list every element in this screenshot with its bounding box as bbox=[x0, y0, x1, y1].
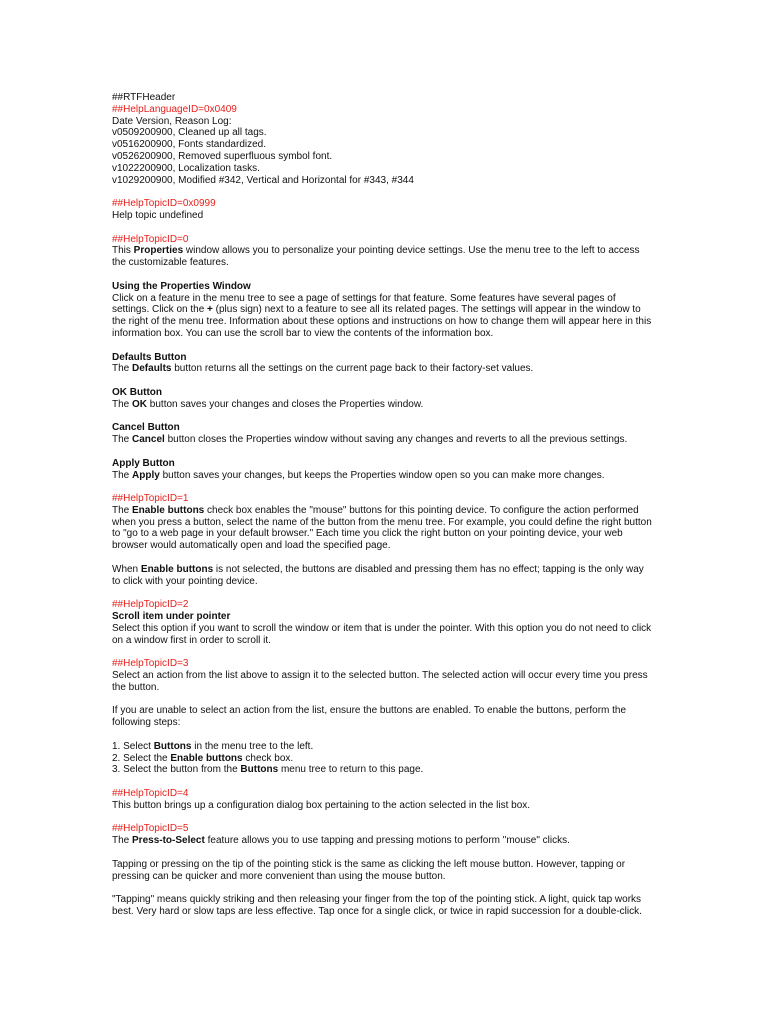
help-topic-id: ##HelpTopicID=0 bbox=[112, 233, 189, 245]
help-language-id: ##HelpLanguageID=0x0409 bbox=[112, 103, 237, 115]
section-heading: Defaults Button bbox=[112, 351, 187, 363]
paragraph-line: on a window first in order to scroll it. bbox=[112, 634, 271, 646]
section-heading: Cancel Button bbox=[112, 422, 180, 434]
paragraph-line: pressing can be quicker and more convenient than using the mouse button. bbox=[112, 870, 446, 882]
paragraph-line: browser would automatically open and load the specified page. bbox=[112, 540, 391, 552]
paragraph-line: The Press-to-Select feature allows you to use tapping and pressing motions to perform "mouse" clicks. bbox=[112, 835, 570, 847]
help-topic-id: ##HelpTopicID=5 bbox=[112, 823, 189, 835]
rtf-header: ##RTFHeader bbox=[112, 92, 176, 103]
log-entry: v1029200900, Modified #342, Vertical and Horizontal for #343, #344 bbox=[112, 174, 414, 186]
paragraph-line: When Enable buttons is not selected, the buttons are disabled and pressing them has no effect; tapping is the only way bbox=[112, 563, 644, 575]
step-item: 2. Select the Enable buttons check box. bbox=[112, 752, 294, 764]
help-topic-id: ##HelpTopicID=2 bbox=[112, 599, 189, 611]
paragraph-line: If you are unable to select an action from the list, ensure the buttons are enabled. To enable the buttons, perform the bbox=[112, 705, 627, 717]
paragraph-line: to click with your pointing device. bbox=[112, 575, 258, 587]
log-entry: v0526200900, Removed superfluous symbol font. bbox=[112, 150, 333, 162]
document-body bbox=[112, 92, 662, 918]
paragraph-line: Select this option if you want to scroll the window or item that is under the pointer. With this option you do not need to click bbox=[112, 622, 652, 634]
paragraph-line: Select an action from the list above to assign it to the selected button. The selected action will occur every time you press bbox=[112, 670, 648, 682]
intro-line: This Properties window allows you to personalize your pointing device settings. Use the menu tree to the left to access bbox=[112, 245, 640, 257]
paragraph-line: following steps: bbox=[112, 717, 181, 729]
log-entry: v0516200900, Fonts standardized. bbox=[112, 139, 266, 151]
section-heading: Scroll item under pointer bbox=[112, 611, 231, 623]
paragraph-line: Click on a feature in the menu tree to see a page of settings for that feature. Some features have several pages of bbox=[112, 292, 616, 304]
paragraph-line: when you press a button, select the name of the button from the menu tree. For example, you could define the right button bbox=[112, 516, 652, 528]
paragraph-line: best. Very hard or slow taps are less effective. Tap once for a single click, or twice in rapid succession for a double-click. bbox=[112, 905, 642, 917]
help-topic-id: ##HelpTopicID=1 bbox=[112, 493, 189, 505]
help-topic-id: ##HelpTopicID=4 bbox=[112, 788, 189, 800]
paragraph-line: The Cancel button closes the Properties window without saving any changes and reverts to all the previous settings. bbox=[112, 434, 628, 446]
section-heading: Apply Button bbox=[112, 457, 175, 469]
paragraph-line: "Tapping" means quickly striking and then releasing your finger from the top of the pointing stick. A light, quick tap works bbox=[112, 894, 642, 906]
paragraph-line: The Enable buttons check box enables the "mouse" buttons for this pointing device. To configure the action performed bbox=[112, 504, 639, 516]
help-topic-id: ##HelpTopicID=0x0999 bbox=[112, 198, 216, 210]
paragraph-line: The Defaults button returns all the settings on the current page back to their factory-set values. bbox=[112, 363, 534, 375]
step-item: 3. Select the button from the Buttons menu tree to return to this page. bbox=[112, 764, 424, 776]
paragraph-line: settings. Click on the + (plus sign) next to a feature to see all its related pages. The settings will appear in the window to bbox=[112, 304, 641, 316]
log-entry: v0509200900, Cleaned up all tags. bbox=[112, 127, 267, 139]
help-topic-id: ##HelpTopicID=3 bbox=[112, 658, 189, 670]
section-heading: OK Button bbox=[112, 386, 162, 398]
log-entry: v1022200900, Localization tasks. bbox=[112, 162, 260, 174]
paragraph-line: Tapping or pressing on the tip of the pointing stick is the same as clicking the left mouse button. However, tapping or bbox=[112, 858, 626, 870]
section-heading: Using the Properties Window bbox=[112, 280, 251, 292]
paragraph-line: to "go to a web page in your default browser." Each time you click the right button on your pointing device, your web bbox=[112, 528, 623, 540]
paragraph-line: the button. bbox=[112, 681, 160, 693]
paragraph-line: the right of the menu tree. Information about these options and instructions on how to change them will appear here in this bbox=[112, 316, 652, 328]
paragraph-line: The OK button saves your changes and closes the Properties window. bbox=[112, 398, 424, 410]
paragraph-line: information box. You can use the scroll bar to view the contents of the information box. bbox=[112, 327, 494, 339]
log-title: Date Version, Reason Log: bbox=[112, 115, 232, 127]
step-item: 1. Select Buttons in the menu tree to the left. bbox=[112, 740, 314, 752]
paragraph-line: This button brings up a configuration dialog box pertaining to the action selected in the list box. bbox=[112, 799, 531, 811]
paragraph-line: The Apply button saves your changes, but keeps the Properties window open so you can make more changes. bbox=[112, 469, 605, 481]
topic-text: Help topic undefined bbox=[112, 209, 204, 221]
intro-line: the customizable features. bbox=[112, 257, 229, 269]
